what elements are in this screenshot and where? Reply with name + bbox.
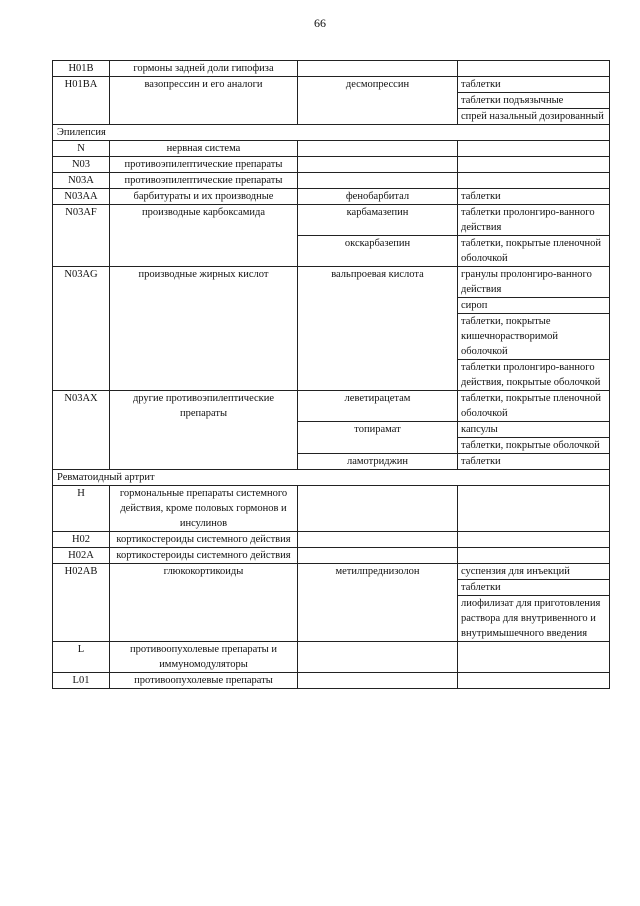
drug-name	[298, 642, 458, 673]
atc-code: H02AB	[53, 564, 110, 642]
group-name: противоопухолевые препараты и иммуномодуляторы	[110, 642, 298, 673]
dosage-form: таблетки	[458, 580, 610, 596]
group-name: кортикостероиды системного действия	[110, 532, 298, 548]
drug-name	[298, 173, 458, 189]
group-name: гормональные препараты системного действия, кроме половых гормонов и инсулинов	[110, 486, 298, 532]
atc-code: H01B	[53, 61, 110, 77]
dosage-form	[458, 486, 610, 532]
drug-name	[298, 141, 458, 157]
atc-code: N03AG	[53, 267, 110, 391]
group-name: производные карбоксамида	[110, 205, 298, 267]
table-row	[53, 532, 610, 548]
dosage-form	[458, 673, 610, 689]
section-title: Эпилепсия	[53, 125, 610, 141]
table-row	[53, 267, 610, 298]
drug-name	[298, 673, 458, 689]
dosage-form: таблетки, покрытые оболочкой	[458, 438, 610, 454]
drug-name: окскарбазепин	[298, 236, 458, 267]
table-row	[53, 173, 610, 189]
dosage-form: таблетки пролонгиро-ванного действия	[458, 205, 610, 236]
dosage-form: таблетки, покрытые пленочной оболочкой	[458, 391, 610, 422]
group-name: противоэпилептические препараты	[110, 173, 298, 189]
group-name: производные жирных кислот	[110, 267, 298, 391]
drug-name	[298, 486, 458, 532]
atc-code: H02	[53, 532, 110, 548]
dosage-form: таблетки	[458, 77, 610, 93]
group-name: кортикостероиды системного действия	[110, 548, 298, 564]
atc-code: N	[53, 141, 110, 157]
drug-name: вальпроевая кислота	[298, 267, 458, 391]
drug-name	[298, 532, 458, 548]
dosage-form	[458, 532, 610, 548]
atc-code: N03AF	[53, 205, 110, 267]
dosage-form	[458, 141, 610, 157]
drug-table	[52, 60, 610, 689]
dosage-form	[458, 157, 610, 173]
table-row	[53, 391, 610, 422]
dosage-form: капсулы	[458, 422, 610, 438]
atc-code: H01BA	[53, 77, 110, 125]
group-name: противоопухолевые препараты	[110, 673, 298, 689]
group-name: другие противоэпилептические препараты	[110, 391, 298, 470]
drug-name	[298, 157, 458, 173]
atc-code: N03AX	[53, 391, 110, 470]
table-row	[53, 205, 610, 236]
group-name: гормоны задней доли гипофиза	[110, 61, 298, 77]
page-number: 66	[314, 16, 326, 30]
atc-code: L01	[53, 673, 110, 689]
table-row	[53, 486, 610, 532]
table-row	[53, 157, 610, 173]
dosage-form	[458, 642, 610, 673]
dosage-form	[458, 548, 610, 564]
group-name: нервная система	[110, 141, 298, 157]
section-row	[53, 470, 610, 486]
atc-code: N03AA	[53, 189, 110, 205]
table-row	[53, 189, 610, 205]
dosage-form	[458, 173, 610, 189]
drug-name: топирамат	[298, 422, 458, 454]
group-name: противоэпилептические препараты	[110, 157, 298, 173]
drug-name	[298, 548, 458, 564]
table-row	[53, 141, 610, 157]
table-row	[53, 61, 610, 77]
dosage-form: спрей назальный дозированный	[458, 109, 610, 125]
dosage-form: сироп	[458, 298, 610, 314]
dosage-form	[458, 61, 610, 77]
dosage-form: таблетки	[458, 189, 610, 205]
section-title: Ревматоидный артрит	[53, 470, 610, 486]
table-row	[53, 564, 610, 580]
dosage-form: суспензия для инъекций	[458, 564, 610, 580]
atc-code: N03	[53, 157, 110, 173]
drug-name: фенобарбитал	[298, 189, 458, 205]
atc-code: N03A	[53, 173, 110, 189]
dosage-form: таблетки пролонгиро-ванного действия, покрытые оболочкой	[458, 360, 610, 391]
drug-name: карбамазепин	[298, 205, 458, 236]
table-row	[53, 548, 610, 564]
drug-name: леветирацетам	[298, 391, 458, 422]
drug-name: десмопрессин	[298, 77, 458, 125]
table-row	[53, 642, 610, 673]
atc-code: L	[53, 642, 110, 673]
table-row	[53, 77, 610, 93]
dosage-form: таблетки	[458, 454, 610, 470]
section-row	[53, 125, 610, 141]
group-name: вазопрессин и его аналоги	[110, 77, 298, 125]
atc-code: H02A	[53, 548, 110, 564]
dosage-form: гранулы пролонгиро-ванного действия	[458, 267, 610, 298]
group-name: глюкокортикоиды	[110, 564, 298, 642]
dosage-form: таблетки подъязычные	[458, 93, 610, 109]
atc-code: H	[53, 486, 110, 532]
dosage-form: лиофилизат для приготовления раствора для внутривенного и внутримышечного введения	[458, 596, 610, 642]
drug-name: ламотриджин	[298, 454, 458, 470]
group-name: барбитураты и их производные	[110, 189, 298, 205]
table-row	[53, 673, 610, 689]
drug-name: метилпреднизолон	[298, 564, 458, 642]
drug-name	[298, 61, 458, 77]
dosage-form: таблетки, покрытые кишечнорастворимой оболочкой	[458, 314, 610, 360]
dosage-form: таблетки, покрытые пленочной оболочкой	[458, 236, 610, 267]
